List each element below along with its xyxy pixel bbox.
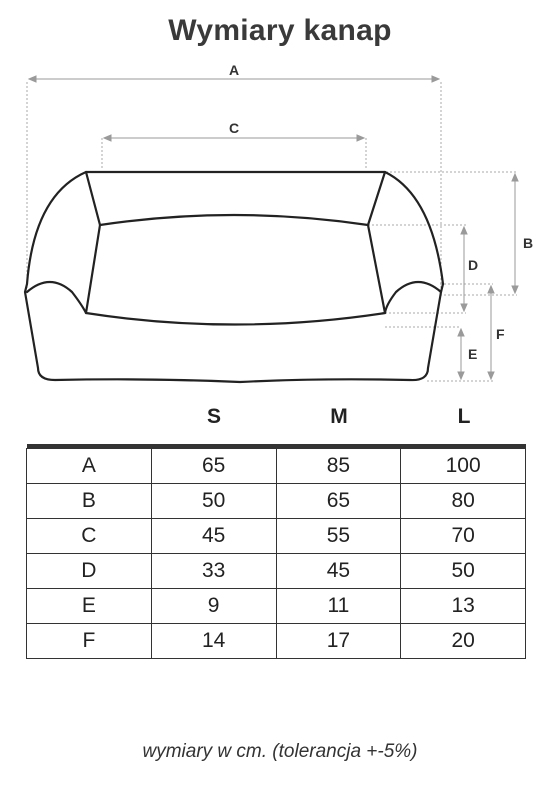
value-cell: 65 (276, 484, 401, 519)
dimensions-table (26, 444, 526, 659)
value-cell: 11 (276, 589, 401, 624)
table-row (27, 589, 526, 624)
table-row (27, 624, 526, 659)
value-cell: 80 (401, 484, 526, 519)
page-title: Wymiary kanap (168, 14, 392, 47)
sofa-dimension-diagram (0, 0, 560, 400)
size-header-s: S (206, 405, 221, 428)
value-cell: 50 (401, 554, 526, 589)
value-cell: 33 (151, 554, 276, 589)
value-cell: 100 (401, 449, 526, 484)
value-cell: 17 (276, 624, 401, 659)
tolerance-note: wymiary w cm. (tolerancja +-5%) (142, 741, 418, 762)
table-row (27, 484, 526, 519)
dim-label-d: D (468, 257, 479, 273)
value-cell: 85 (276, 449, 401, 484)
dim-label-a: A (228, 62, 240, 78)
table-row (27, 449, 526, 484)
dim-label-f: F (496, 326, 505, 342)
row-label: B (27, 484, 152, 519)
value-cell: 14 (151, 624, 276, 659)
dim-label-e: E (468, 346, 478, 362)
table-row (27, 519, 526, 554)
value-cell: 70 (401, 519, 526, 554)
value-cell: 9 (151, 589, 276, 624)
row-label: D (27, 554, 152, 589)
value-cell: 50 (151, 484, 276, 519)
sofa-outline (25, 172, 443, 382)
dim-label-b: B (523, 235, 534, 251)
value-cell: 45 (151, 519, 276, 554)
row-label: C (27, 519, 152, 554)
row-label: E (27, 589, 152, 624)
value-cell: 13 (401, 589, 526, 624)
value-cell: 65 (151, 449, 276, 484)
size-header-m: M (330, 405, 348, 428)
dim-label-c: C (228, 120, 240, 136)
row-label: A (27, 449, 152, 484)
table-row (27, 554, 526, 589)
value-cell: 55 (276, 519, 401, 554)
size-header-l: L (457, 405, 471, 428)
row-label: F (27, 624, 152, 659)
value-cell: 20 (401, 624, 526, 659)
value-cell: 45 (276, 554, 401, 589)
